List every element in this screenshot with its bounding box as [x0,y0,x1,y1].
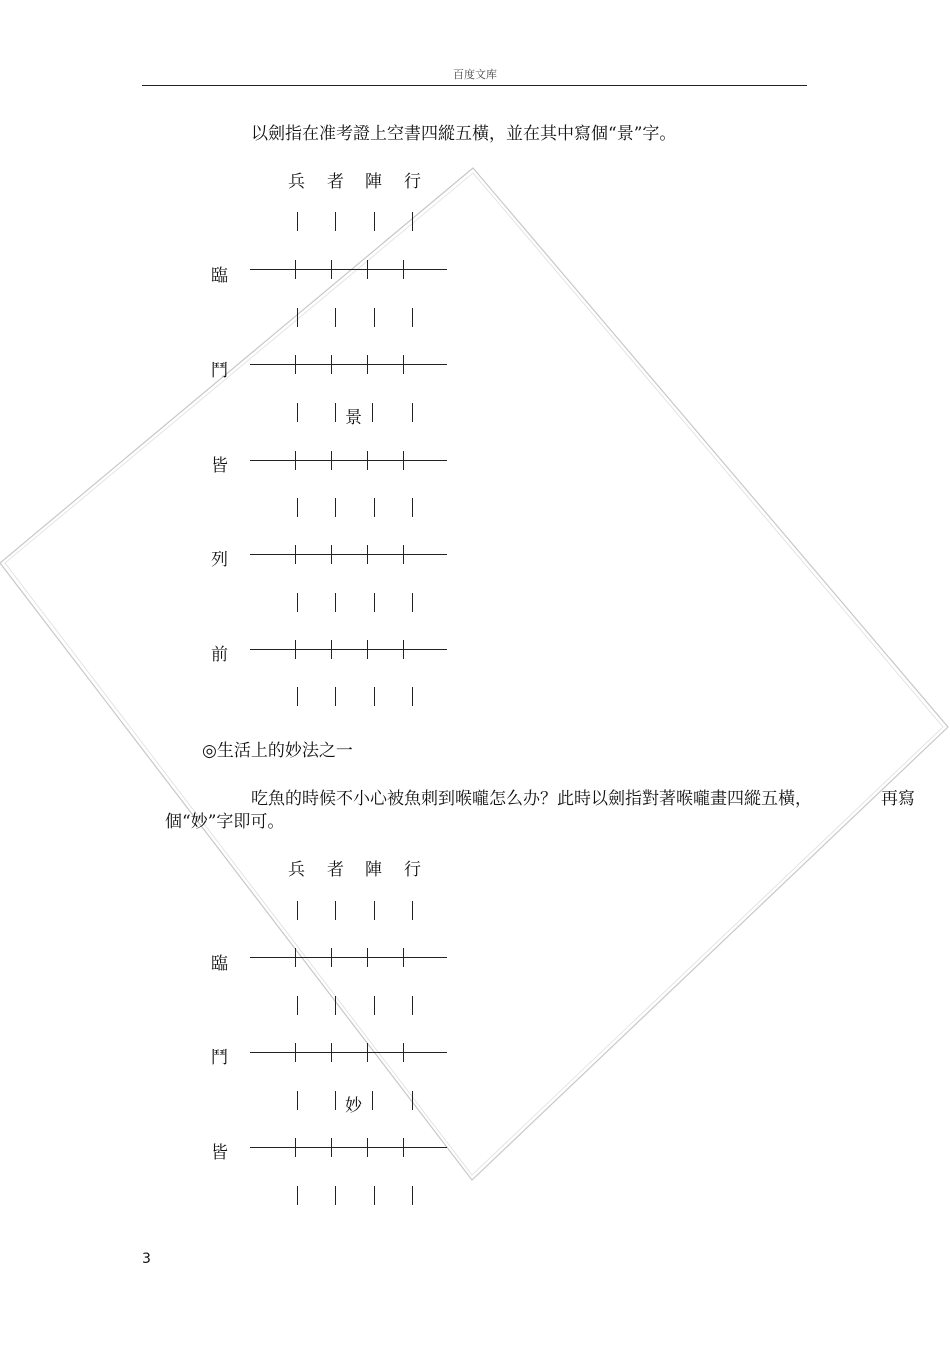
grid1-tick [374,593,375,612]
grid1-col-label: 兵 [288,172,305,192]
grid2-tick [331,1138,332,1157]
grid1-horizontal-line [250,364,447,365]
grid1-tick [295,260,296,279]
grid1-col-label: 陣 [365,172,382,192]
grid1-col-label: 者 [327,172,344,192]
grid1-row-label: 鬥 [211,361,228,381]
grid2-center-char: 妙 [345,1096,362,1116]
grid1-tick [331,545,332,564]
section-heading: ◎生活上的妙法之一 [202,741,353,761]
grid1-tick [403,545,404,564]
grid1-tick [297,498,298,517]
grid1-tick [367,451,368,470]
grid1-tick [331,260,332,279]
grid1-tick [297,308,298,327]
page-number: 3 [142,1251,151,1267]
grid1-tick [403,355,404,374]
grid1-tick [331,451,332,470]
grid1-tick [335,212,336,231]
grid2-tick [331,1043,332,1062]
grid1-tick [295,355,296,374]
grid1-tick [367,640,368,659]
grid2-tick [403,948,404,967]
grid1-tick [295,545,296,564]
grid2-horizontal-line [250,957,447,958]
grid2-tick [335,901,336,920]
grid2-tick [403,1043,404,1062]
grid2-tick [335,1186,336,1205]
grid2-col-label: 者 [327,860,344,880]
grid1-tick [331,640,332,659]
grid2-tick [403,1138,404,1157]
grid1-tick [297,593,298,612]
grid1-tick [295,640,296,659]
grid1-row-label: 前 [211,645,228,665]
grid1-tick [297,212,298,231]
grid1-tick [331,355,332,374]
grid1-tick [412,212,413,231]
grid2-tick [412,1186,413,1205]
intro-paragraph-2-line-1-tail: 再寫 [881,789,915,809]
grid1-tick [335,403,336,422]
grid1-tick [295,451,296,470]
grid2-tick [297,996,298,1015]
grid2-tick [331,948,332,967]
grid2-tick [295,1138,296,1157]
grid2-col-label: 陣 [365,860,382,880]
grid2-tick [297,1186,298,1205]
intro-paragraph-2-line-2: 個“妙”字即可。 [165,812,285,832]
grid1-tick [412,308,413,327]
grid2-tick [295,948,296,967]
grid1-row-label: 列 [211,550,228,570]
grid2-tick [374,996,375,1015]
grid2-tick [367,1138,368,1157]
grid2-col-label: 兵 [288,860,305,880]
grid2-tick [335,1091,336,1110]
grid2-col-label: 行 [404,860,421,880]
header-title: 百度文库 [453,68,497,81]
grid2-tick [295,1043,296,1062]
grid1-tick [403,640,404,659]
grid1-tick [374,687,375,706]
grid1-tick [335,498,336,517]
grid2-tick [297,1091,298,1110]
grid2-horizontal-line [250,1147,447,1148]
grid1-tick [403,260,404,279]
grid1-tick [367,355,368,374]
grid1-horizontal-line [250,649,447,650]
grid1-tick [412,687,413,706]
intro-paragraph-1: 以劍指在准考證上空書四縱五橫，並在其中寫個“景”字。 [251,124,677,144]
grid2-row-label: 鬥 [211,1048,228,1068]
grid1-tick [374,212,375,231]
grid1-horizontal-line [250,269,447,270]
grid1-center-char: 景 [345,408,362,428]
intro-paragraph-2-line-1: 吃魚的時候不小心被魚刺到喉嚨怎么办？此時以劍指對著喉嚨畫四縱五橫， [251,789,812,809]
grid1-tick [412,593,413,612]
grid1-row-label: 臨 [211,266,228,286]
grid1-row-label: 皆 [211,456,228,476]
grid2-tick [374,901,375,920]
grid2-row-label: 臨 [211,954,228,974]
grid1-tick [367,545,368,564]
grid1-tick [297,403,298,422]
grid1-tick [372,403,373,422]
grid1-col-label: 行 [404,172,421,192]
grid2-tick [372,1091,373,1110]
grid2-tick [367,1043,368,1062]
grid1-tick [374,498,375,517]
grid2-tick [335,996,336,1015]
grid2-horizontal-line [250,1052,447,1053]
grid2-tick [412,996,413,1015]
grid1-horizontal-line [250,460,447,461]
grid2-row-label: 皆 [211,1143,228,1163]
grid1-horizontal-line [250,554,447,555]
grid1-tick [412,498,413,517]
grid2-tick [412,1091,413,1110]
grid1-tick [412,403,413,422]
grid1-tick [403,451,404,470]
grid2-tick [367,948,368,967]
grid2-tick [412,901,413,920]
grid1-tick [374,308,375,327]
grid2-tick [374,1186,375,1205]
grid1-tick [335,687,336,706]
grid1-tick [367,260,368,279]
grid1-tick [335,593,336,612]
grid1-tick [335,308,336,327]
grid2-tick [297,901,298,920]
grid1-tick [297,687,298,706]
